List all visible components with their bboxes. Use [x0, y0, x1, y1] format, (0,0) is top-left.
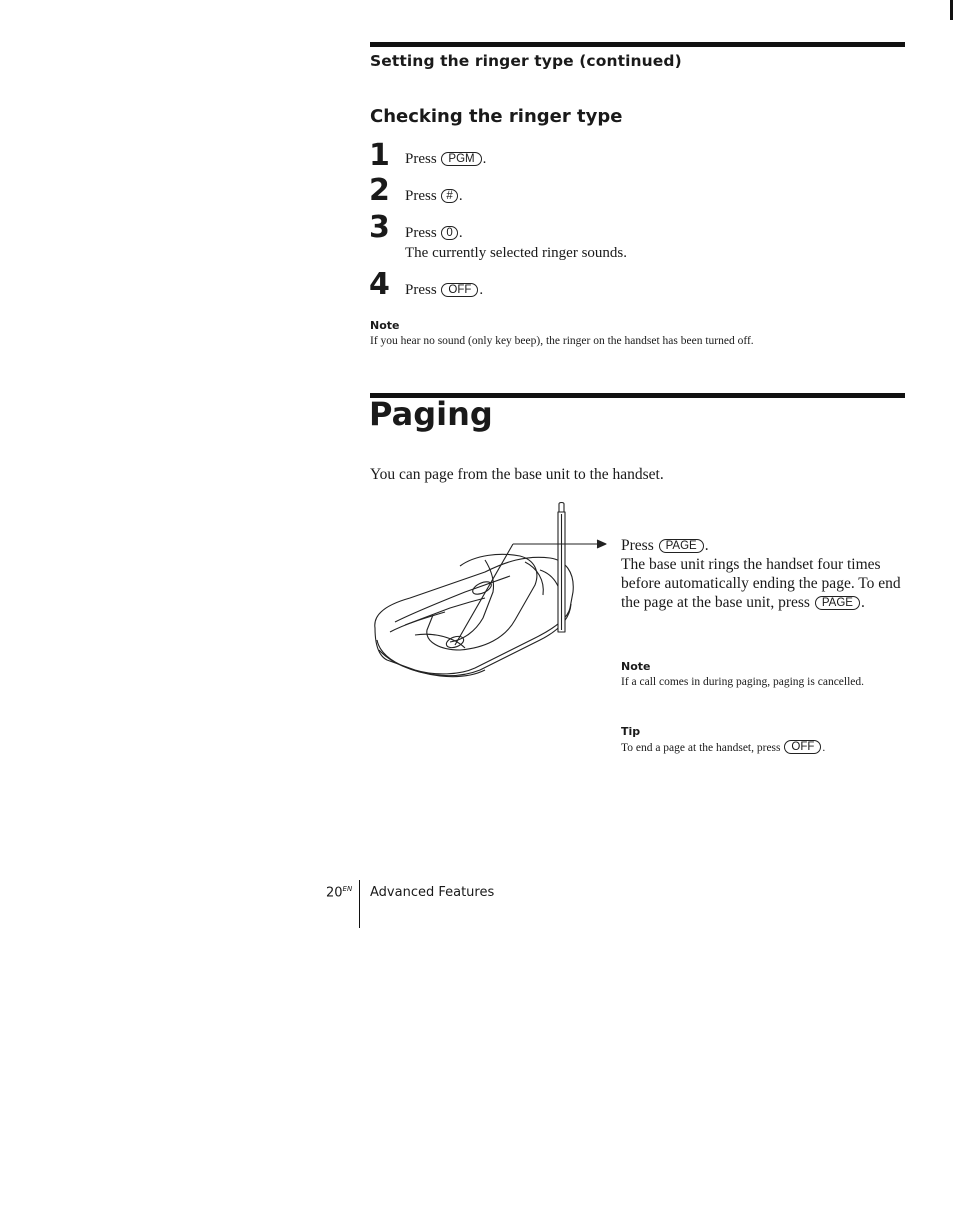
tip-box	[621, 725, 911, 756]
tip-label: Tip	[621, 725, 641, 738]
step-3-number: 3	[369, 210, 390, 245]
tip-text: To end a page at the handset, press	[621, 742, 781, 754]
note-ringer	[370, 319, 754, 349]
step-3-label: Press	[405, 225, 437, 241]
paging-title: Paging	[369, 395, 493, 433]
step-2-number: 2	[369, 173, 390, 208]
step-2-label: Press	[405, 188, 437, 204]
step-4-label: Press	[405, 282, 437, 298]
footer-section: Advanced Features	[370, 885, 495, 900]
tip-text-line	[621, 740, 911, 756]
base-unit-illustration	[365, 500, 620, 685]
page-key: PAGE	[659, 539, 704, 553]
paging-press-period: .	[704, 537, 709, 554]
pgm-key: PGM	[441, 152, 481, 166]
header-rule	[370, 42, 905, 47]
paging-description-period: .	[860, 594, 865, 611]
paging-instructions	[621, 536, 911, 612]
footer-divider	[359, 880, 360, 928]
off-key: OFF	[441, 283, 478, 297]
continued-title: Setting the ringer type (continued)	[370, 52, 682, 70]
note-paging	[621, 660, 891, 690]
step-4-period: .	[479, 282, 484, 298]
note-paging-text: If a call comes in during paging, paging is cancelled.	[621, 676, 865, 688]
tip-period: .	[822, 742, 826, 754]
section-title: Checking the ringer type	[370, 106, 623, 127]
step-2-period: .	[458, 188, 463, 204]
paging-description-text: The base unit rings the handset four times before automatically ending the page. To end the page at the base unit, press	[621, 556, 901, 611]
step-4-text	[405, 280, 483, 300]
page-number	[326, 885, 352, 900]
step-3-period: .	[458, 225, 463, 241]
paging-press-line	[621, 536, 911, 555]
page-edge-mark	[950, 0, 953, 20]
step-3-description: The currently selected ringer sounds.	[405, 245, 628, 261]
note-text: If you hear no sound (only key beep), the ringer on the handset has been turned off.	[370, 335, 754, 347]
paging-press-label: Press	[621, 537, 654, 554]
step-1-period: .	[482, 151, 487, 167]
note-paging-label: Note	[621, 660, 651, 673]
step-1-label: Press	[405, 151, 437, 167]
step-1-number: 1	[369, 138, 390, 173]
paging-intro: You can page from the base unit to the handset.	[370, 466, 664, 483]
paging-description	[621, 555, 911, 612]
page-number-value: 20	[326, 885, 343, 901]
hash-key: #	[441, 189, 457, 203]
off-key-tip: OFF	[784, 740, 821, 754]
note-label: Note	[370, 319, 400, 332]
step-3-text	[405, 223, 627, 263]
step-2-text	[405, 186, 463, 206]
step-1-text	[405, 149, 486, 169]
page-number-suffix: EN	[342, 885, 353, 893]
zero-key: 0	[441, 226, 457, 240]
step-4-number: 4	[369, 267, 390, 302]
page-key-2: PAGE	[815, 596, 860, 610]
